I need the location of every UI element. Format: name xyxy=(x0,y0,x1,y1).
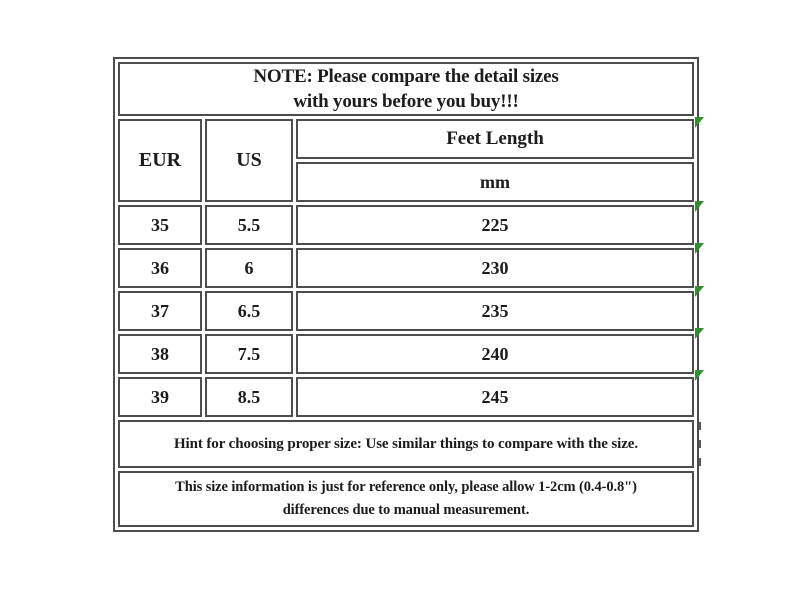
cell-us: 6 xyxy=(205,248,293,288)
green-arrow-marker xyxy=(695,201,704,212)
cell-us: 7.5 xyxy=(205,334,293,374)
col-header-feet-length: Feet Length xyxy=(296,119,694,159)
hint-row xyxy=(118,420,694,468)
green-arrow-marker xyxy=(695,370,704,381)
cell-mm: 235 xyxy=(296,291,694,331)
col-header-eur: EUR xyxy=(118,119,202,202)
table-row xyxy=(118,377,694,417)
green-arrow-marker xyxy=(695,286,704,297)
green-arrow-marker xyxy=(695,117,704,128)
table-row xyxy=(118,248,694,288)
hint-text: Hint for choosing proper size: Use similar things to compare with the size. xyxy=(118,420,694,468)
disclaimer-line-1: This size information is just for reference only, please allow 1-2cm (0.4-0.8") xyxy=(175,479,637,495)
cell-eur: 36 xyxy=(118,248,202,288)
note-row xyxy=(118,62,694,116)
cell-mm: 230 xyxy=(296,248,694,288)
green-arrow-marker xyxy=(695,243,704,254)
note-line-1: NOTE: Please compare the detail sizes xyxy=(253,66,559,87)
col-header-us: US xyxy=(205,119,293,202)
note-line-2: with yours before you buy!!! xyxy=(293,91,519,112)
note-header xyxy=(118,62,694,116)
artifact-tick xyxy=(699,422,701,430)
cell-us: 8.5 xyxy=(205,377,293,417)
cell-eur: 37 xyxy=(118,291,202,331)
header-row-top xyxy=(118,119,694,159)
cell-eur: 35 xyxy=(118,205,202,245)
green-arrow-marker xyxy=(695,328,704,339)
artifact-tick xyxy=(699,458,701,466)
cell-mm: 245 xyxy=(296,377,694,417)
table-row xyxy=(118,205,694,245)
cell-eur: 38 xyxy=(118,334,202,374)
cell-us: 6.5 xyxy=(205,291,293,331)
size-chart-table xyxy=(113,57,699,532)
table-row xyxy=(118,334,694,374)
cell-mm: 225 xyxy=(296,205,694,245)
cell-us: 5.5 xyxy=(205,205,293,245)
cell-eur: 39 xyxy=(118,377,202,417)
table-row xyxy=(118,291,694,331)
cell-mm: 240 xyxy=(296,334,694,374)
disclaimer-line-2: differences due to manual measurement. xyxy=(282,502,530,518)
disclaimer-row xyxy=(118,471,694,527)
col-header-mm: mm xyxy=(296,162,694,202)
disclaimer-text xyxy=(118,471,694,527)
artifact-tick xyxy=(699,440,701,448)
